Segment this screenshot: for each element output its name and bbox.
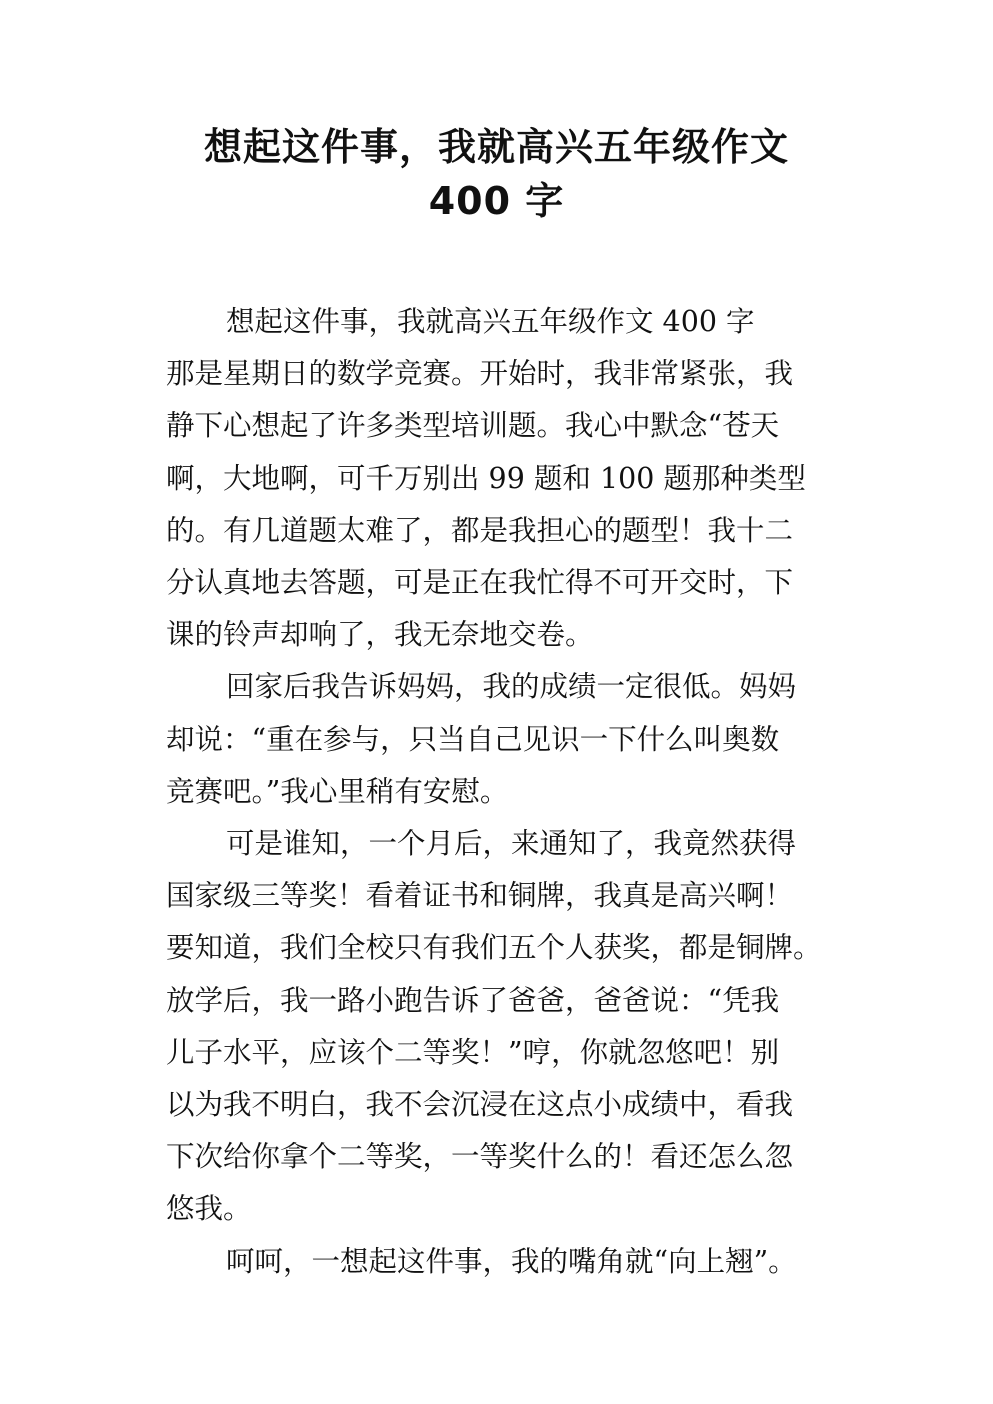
document-title — [0, 120, 993, 228]
paragraph-line: 竞赛吧。”我心里稍有安慰。 — [166, 774, 509, 808]
paragraph-4 — [166, 1236, 846, 1288]
paragraph-3 — [166, 818, 846, 1236]
paragraph-line: 呵呵，一想起这件事，我的嘴角就“向上翘”。 — [226, 1244, 797, 1278]
paragraph-line: 那是星期日的数学竞赛。开始时，我非常紧张，我 — [166, 357, 794, 391]
paragraph-line: 却说：“重在参与，只当自己见识一下什么叫奥数 — [166, 722, 780, 756]
paragraph-1 — [166, 296, 846, 661]
paragraph-line: 国家级三等奖！看着证书和铜牌，我真是高兴啊！ — [166, 879, 794, 913]
paragraph-line: 儿子水平，应该个二等奖！”哼，你就忽悠吧！别 — [166, 1035, 780, 1069]
paragraph-line: 悠我。 — [166, 1192, 252, 1226]
paragraph-line: 下次给你拿个二等奖，一等奖什么的！看还怎么忽 — [166, 1140, 794, 1174]
paragraph-line: 静下心想起了许多类型培训题。我心中默念“苍天 — [166, 409, 780, 443]
paragraph-line: 分认真地去答题，可是正在我忙得不可开交时，下 — [166, 566, 794, 600]
paragraph-line: 放学后，我一路小跑告诉了爸爸，爸爸说：“凭我 — [166, 983, 780, 1017]
title-line-2: 400 字 — [428, 179, 565, 223]
paragraph-line: 以为我不明白，我不会沉浸在这点小成绩中，看我 — [166, 1088, 794, 1122]
document-body — [166, 296, 846, 1288]
paragraph-line: 想起这件事，我就高兴五年级作文 400 字 — [226, 305, 755, 338]
paragraph-line: 的。有几道题太难了，都是我担心的题型！我十二 — [166, 513, 794, 547]
paragraph-line: 可是谁知，一个月后，来通知了，我竟然获得 — [226, 827, 797, 861]
paragraph-2 — [166, 661, 846, 818]
paragraph-line: 课的铃声却响了，我无奈地交卷。 — [166, 618, 594, 652]
title-line-1: 想起这件事，我就高兴五年级作文 — [203, 125, 789, 169]
paragraph-line: 啊，大地啊，可千万别出 99 题和 100 题那种类型 — [166, 461, 806, 495]
paragraph-line: 回家后我告诉妈妈，我的成绩一定很低。妈妈 — [226, 670, 797, 704]
paragraph-line: 要知道，我们全校只有我们五个人获奖，都是铜牌。 — [166, 931, 822, 965]
